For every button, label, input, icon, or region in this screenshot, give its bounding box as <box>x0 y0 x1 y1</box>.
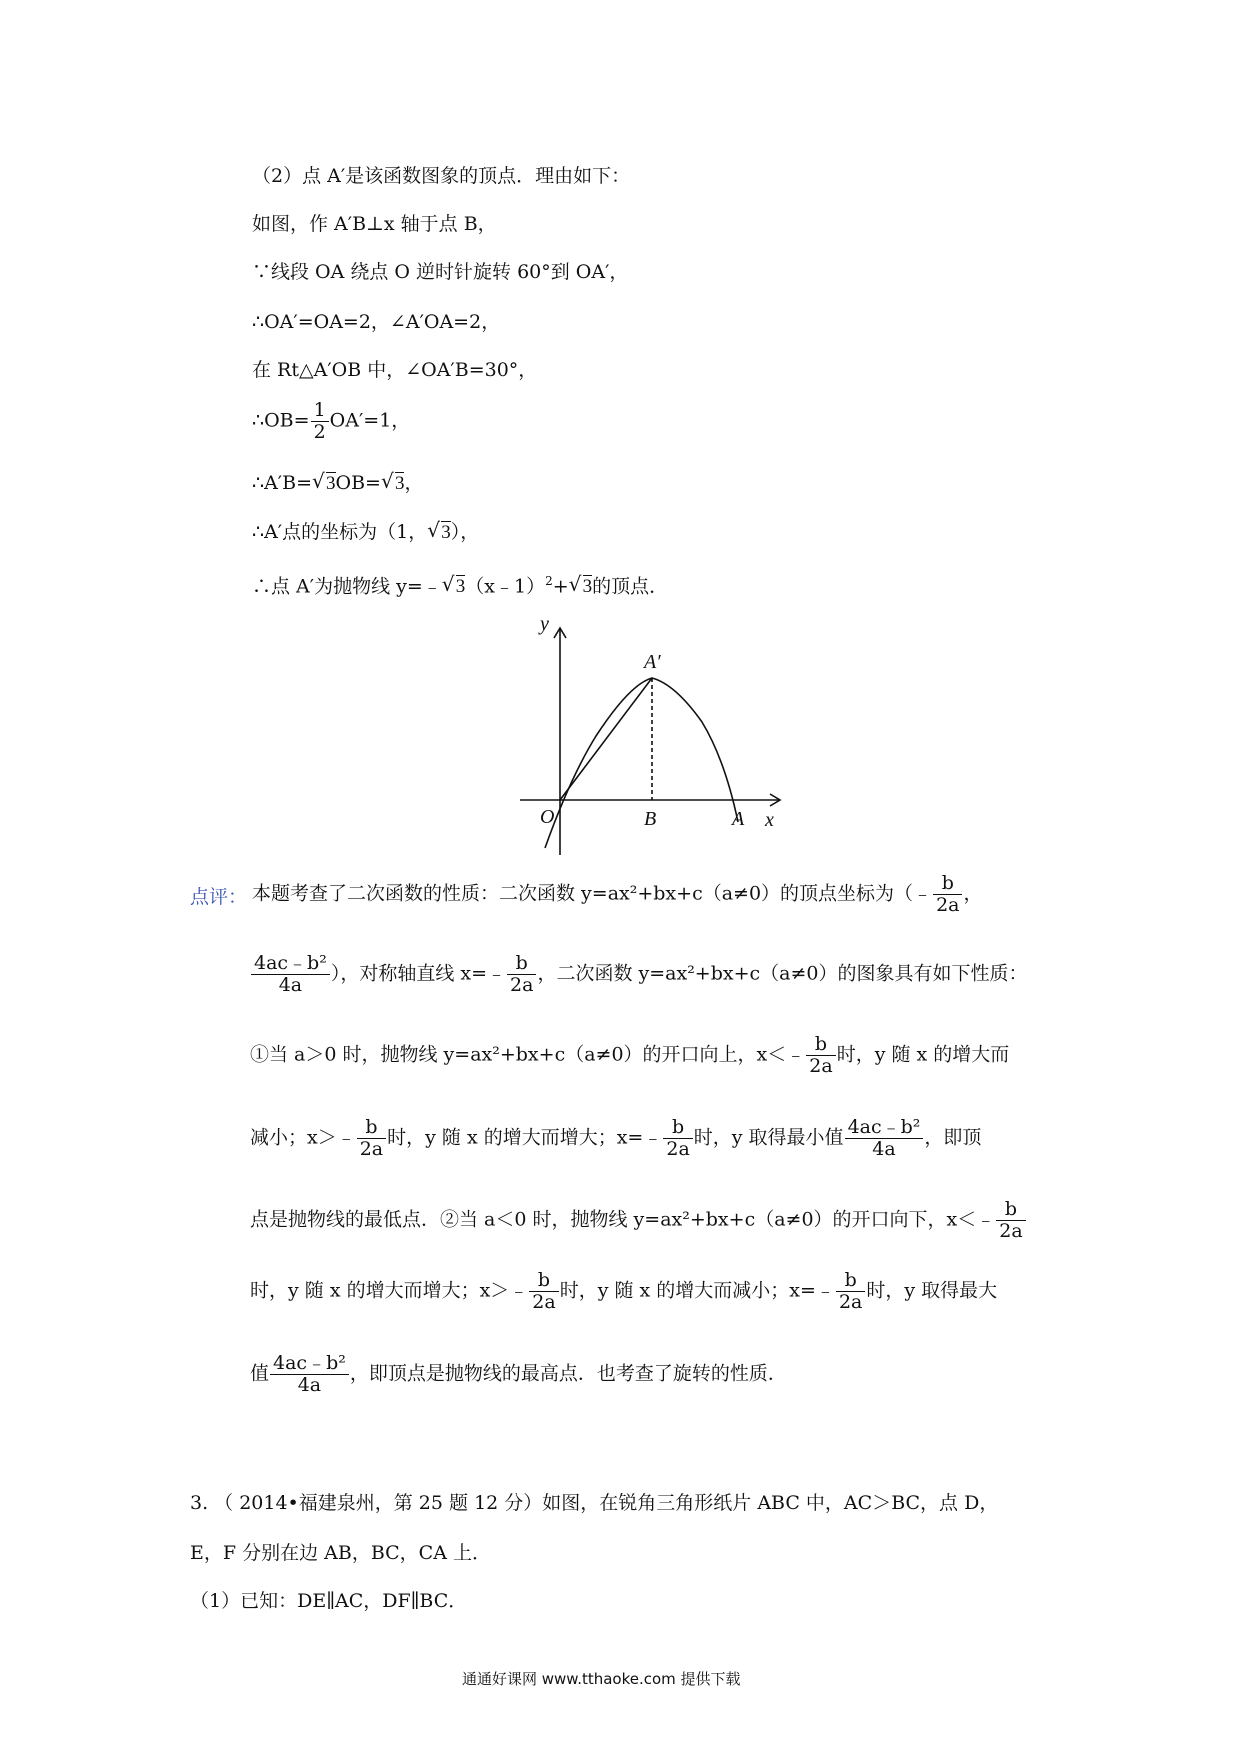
proof-line-3: ∴OA′=OA=2，∠A′OA=2， <box>252 311 501 333</box>
sqrt-symbol: √ 3 <box>381 470 405 497</box>
vertex-line: ∴点 A′为抛物线 y=﹣√ 3（x﹣1）$^2$+√ 3的顶点． <box>252 568 668 600</box>
label-y: y <box>540 613 549 635</box>
proof-line-1: 如图，作 A′B⊥x 轴于点 B， <box>252 213 497 235</box>
comment-line-5: 点是抛物线的最低点．②当 a＜0 时，抛物线 y=ax²+bx+c（a≠0）的开口向下，x＜﹣ $\frac{b}{2a}$ <box>250 1199 1027 1242</box>
coord-line: ∴A′点的坐标为（1，√ 3）， <box>252 519 479 546</box>
comment-line-1: 本题考查了二次函数的性质：二次函数 y=ax²+bx+c（a≠0）的顶点坐标为（﹣ $\frac{b}{2a}$ ， <box>252 872 983 916</box>
proof-line-2: ∵线段 OA 绕点 O 逆时针旋转 60°到 OA′， <box>252 261 629 283</box>
problem3-line-2: E，F 分别在边 AB，BC，CA 上． <box>190 1542 491 1564</box>
comment-label: 点评： <box>190 886 248 908</box>
comment-line-3: ①当 a＞0 时，抛物线 y=ax²+bx+c（a≠0）的开口向上，x＜﹣ $\frac{b}{2a}$ 时，y 随 x 的增大而 <box>250 1033 1010 1077</box>
comment-line-7: 值 $\frac{\text{4ac﹣b²}}{4a}$ ，即顶点是抛物线的最高点．也考查了旋转的性质． <box>250 1352 787 1396</box>
problem3-line-1: 3. （ 2014•福建泉州，第 25 题 12 分）如图，在锐角三角形纸片 ABC 中，AC＞BC，点 D， <box>190 1492 999 1514</box>
label-o: O <box>540 806 555 828</box>
fraction-half: $\frac{1}{2}$ <box>311 400 329 443</box>
label-x: x <box>765 809 774 831</box>
label-a: A <box>732 808 745 830</box>
label-a-prime: A′ <box>644 651 661 673</box>
comment-line-2: $\frac{\text{4ac﹣b²}}{4a}$ ），对称轴直线 x=﹣ $\frac{b}{2a}$ ，二次函数 y=ax²+bx+c（a≠0）的图象具有如下性质： <box>250 953 1028 996</box>
footer: 通通好课网 www.tthaoke.com 提供下载 <box>462 1670 741 1688</box>
parabola-figure <box>510 610 800 860</box>
sqrt-symbol: √ 3 <box>312 470 336 497</box>
proof-line-4: 在 Rt△A′OB 中，∠OA′B=30°， <box>252 359 538 381</box>
parabola-curve <box>545 678 738 848</box>
segment-oa-prime <box>560 678 652 800</box>
sqrt-symbol: √ 3 <box>569 573 593 600</box>
comment-line-4: 减小；x＞﹣ $\frac{b}{2a}$ 时，y 随 x 的增大而增大；x=﹣ $\frac{b}{2a}$ 时，y 取得最小值 $\frac{\text{4ac﹣b²}}{4a}$ ，即顶 <box>250 1116 982 1160</box>
sqrt-symbol: √ 3 <box>427 519 451 546</box>
sqrt-symbol: √ 3 <box>442 573 466 600</box>
label-b: B <box>644 808 657 830</box>
part2-title: （2）点 A′是该函数图象的顶点．理由如下： <box>252 165 631 187</box>
problem3-line-3: （1）已知：DE∥AC，DF∥BC． <box>190 1590 468 1612</box>
comment-line-6: 时，y 随 x 的增大而增大；x＞﹣ $\frac{b}{2a}$ 时，y 随 x 的增大而减小；x=﹣ $\frac{b}{2a}$ 时，y 取得最大 <box>250 1269 998 1313</box>
ab-line: ∴A′B=√ 3OB=√ 3， <box>252 470 424 497</box>
ob-line: ∴OB= $\frac{1}{2}$ OA′=1， <box>252 399 411 443</box>
